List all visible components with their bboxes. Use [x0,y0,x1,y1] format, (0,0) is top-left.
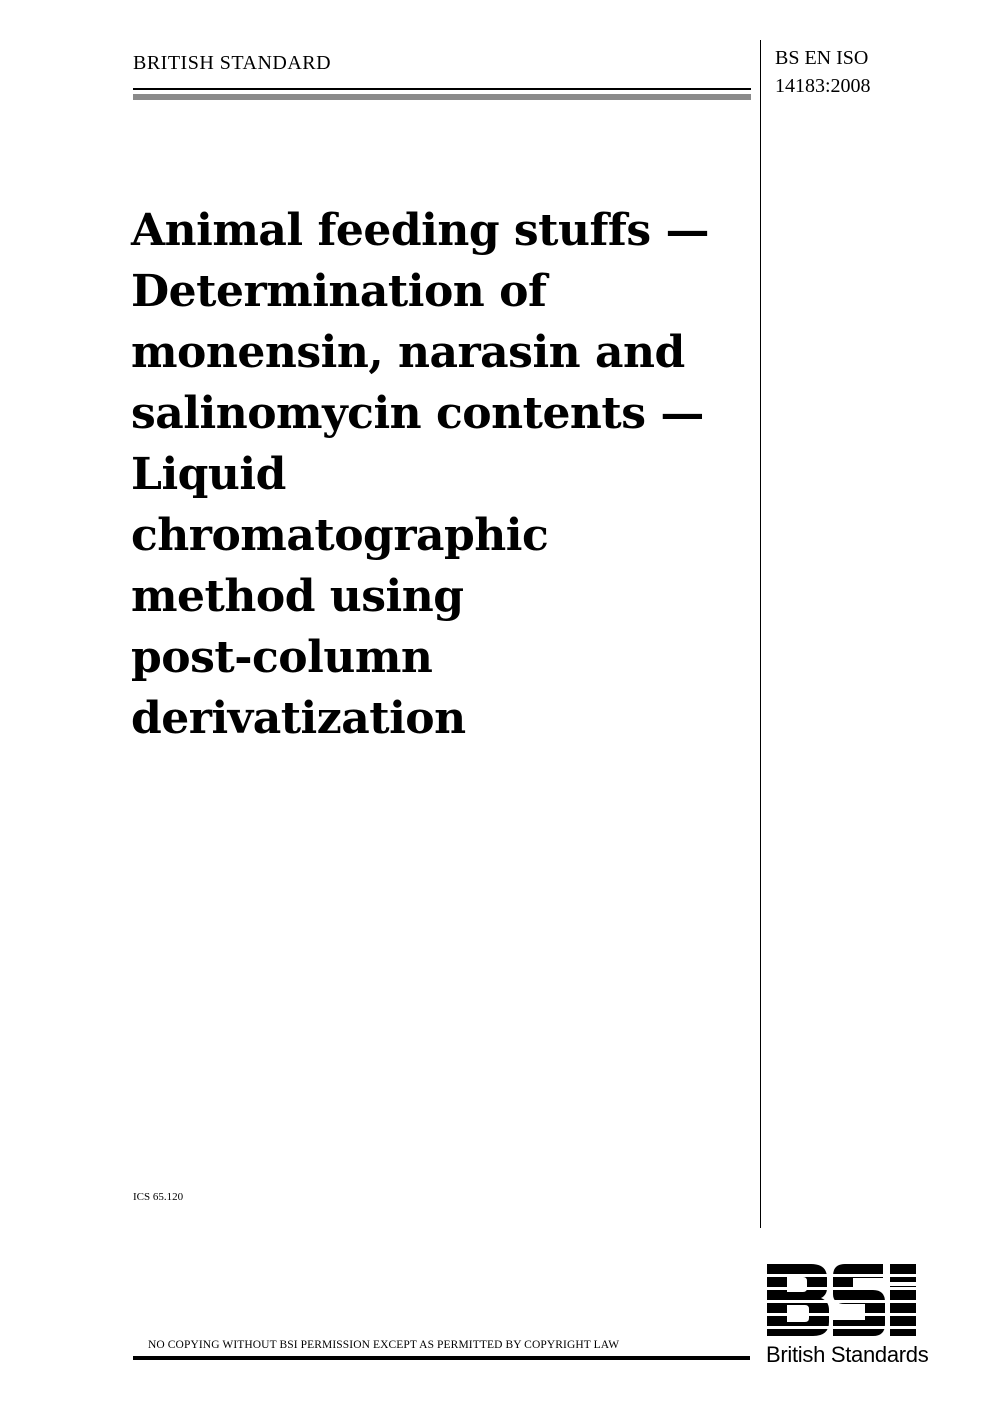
standard-number [775,44,871,100]
title-line: salinomycin contents — [131,388,704,439]
document-title [131,200,757,749]
title-line: Liquid [131,449,286,500]
title-line: Animal feeding stuffs — [131,205,709,256]
document-type-label: BRITISH STANDARD [133,52,332,74]
footer-rule [133,1356,750,1360]
title-line: Determination of [131,266,547,317]
vertical-divider [760,40,761,1228]
title-line: method using [131,571,464,622]
standard-number-line2: 14183:2008 [775,75,871,97]
title-line: chromatographic [131,510,549,561]
standard-number-line1: BS EN ISO [775,47,869,69]
title-line: derivatization [131,693,466,744]
title-line: monensin, narasin and [131,327,685,378]
ics-code: ICS 65.120 [133,1191,184,1203]
title-line: post-column [131,632,433,683]
logo-caption: British Standards [766,1342,929,1367]
copyright-notice: NO COPYING WITHOUT BSI PERMISSION EXCEPT AS PERMITTED BY COPYRIGHT LAW [148,1339,620,1351]
header-rule-thick [133,94,751,100]
header-rule-thin [133,88,751,90]
